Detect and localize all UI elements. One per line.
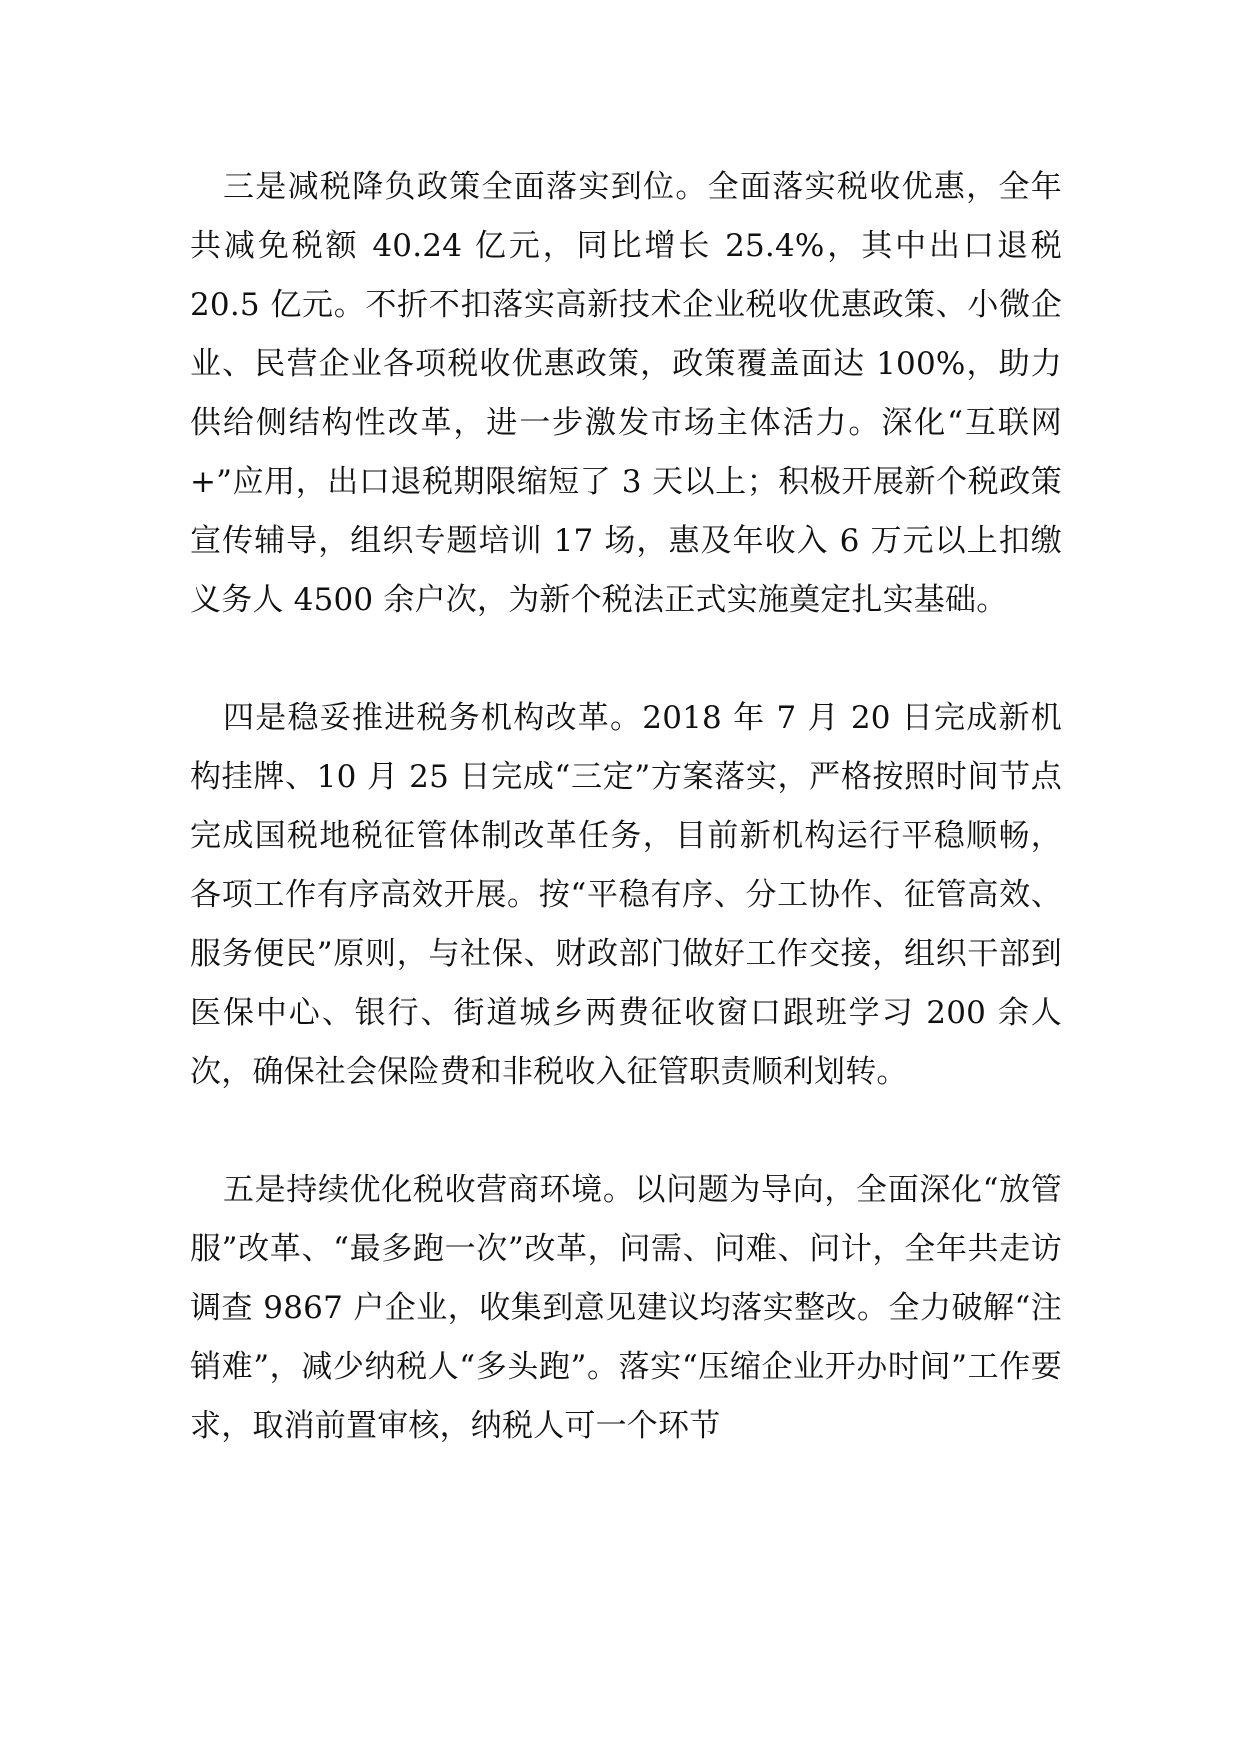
paragraph-business-environment: 五是持续优化税收营商环境。以问题为导向，全面深化“放管服”改革、“最多跑一次”改革，问需、问难、问计，全年共走访调查 9867 户企业，收集到意见建议均落实整改。全力破解“注销难”，减少纳税人“多头跑”。落实“压缩企业开办时间”工作要求，取消前置审核，纳税人可一个环节 [190, 1172, 1062, 1444]
paragraph-tax-agency-reform: 四是稳妥推进税务机构改革。2018 年 7 月 20 日完成新机构挂牌、10 月 25 日完成“三定”方案落实，严格按照时间节点完成国税地税征管体制改革任务，目前新机构运行平稳顺畅，各项工作有序高效开展。按“平稳有序、分工协作、征管高效、服务便民”原则，与社保、财政部门做好工作交接，组织干部到医保中心、银行、街道城乡两费征收窗口跟班学习 200 余人次，确保社会保险费和非税收入征管职责顺利划转。 [190, 700, 1062, 1090]
paragraph-tax-relief-policy: 三是减税降负政策全面落实到位。全面落实税收优惠，全年共减免税额 40.24 亿元，同比增长 25.4%，其中出口退税 20.5 亿元。不折不扣落实高新技术企业税收优惠政策、小微企业、民营企业各项税收优惠政策，政策覆盖面达 100%，助力供给侧结构性改革，进一步激发市场主体活力。深化“互联网+”应用，出口退税期限缩短了 3 天以上；积极开展新个税政策宣传辅导，组织专题培训 17 场，惠及年收入 6 万元以上扣缴义务人 4500 余户次，为新个税法正式实施奠定扎实基础。 [190, 169, 1062, 618]
document-body [190, 158, 1062, 1456]
